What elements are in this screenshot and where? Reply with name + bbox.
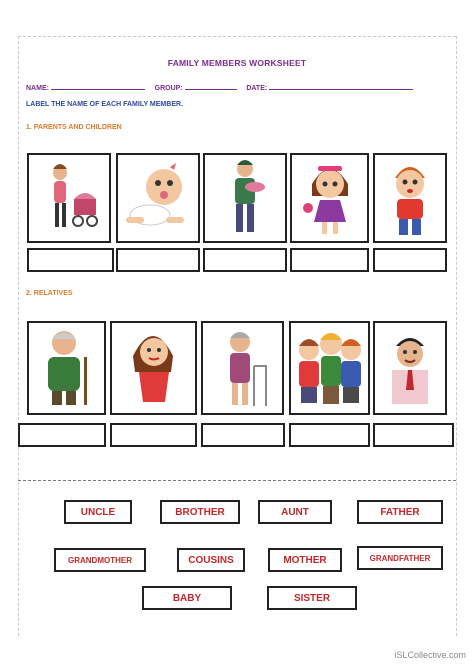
baby-icon [116,153,200,243]
woman-icon [110,321,197,415]
student-info-fields [26,82,413,92]
left-border [18,36,19,636]
name-label: NAME: [26,85,49,92]
word-grandmother[interactable]: GRANDMOTHER [54,548,146,572]
group-label: GROUP: [154,85,183,92]
answer-box-9[interactable] [289,423,370,447]
boy-icon [373,153,447,243]
page-title: FAMILY MEMBERS WORKSHEET [167,58,307,68]
word-sister[interactable]: SISTER [267,586,357,610]
uncle-icon [373,321,447,415]
group-field[interactable] [185,82,237,90]
word-mother[interactable]: MOTHER [268,548,342,572]
grandmother-icon [201,321,284,415]
word-aunt[interactable]: AUNT [258,500,332,524]
site-watermark: iSLCollective.com [394,650,466,660]
answer-box-2[interactable] [116,248,200,272]
section-1-heading: 1. PARENTS AND CHILDREN [26,124,122,131]
instruction-text: LABEL THE NAME OF EACH FAMILY MEMBER. [26,101,183,108]
word-cousins[interactable]: COUSINS [177,548,245,572]
word-brother[interactable]: BROTHER [160,500,240,524]
word-father[interactable]: FATHER [357,500,443,524]
right-border [456,36,457,636]
answer-box-8[interactable] [201,423,285,447]
date-label: DATE: [246,85,268,92]
answer-box-5[interactable] [373,248,447,272]
word-bank-divider [18,480,456,481]
cousins-icon [289,321,370,415]
word-grandfather[interactable]: GRANDFATHER [357,546,443,570]
answer-box-7[interactable] [110,423,197,447]
word-baby[interactable]: BABY [142,586,232,610]
answer-box-4[interactable] [290,248,369,272]
word-uncle[interactable]: UNCLE [64,500,132,524]
father-icon [203,153,287,243]
grandfather-icon [27,321,106,415]
top-divider [18,36,456,37]
section-2-heading: 2. RELATIVES [26,290,73,297]
name-field[interactable] [51,82,145,90]
date-field[interactable] [269,82,413,90]
girl-icon [290,153,369,243]
answer-box-3[interactable] [203,248,287,272]
answer-box-10[interactable] [373,423,454,447]
answer-box-6[interactable] [18,423,106,447]
answer-box-1[interactable] [27,248,114,272]
mother-icon [27,153,111,243]
